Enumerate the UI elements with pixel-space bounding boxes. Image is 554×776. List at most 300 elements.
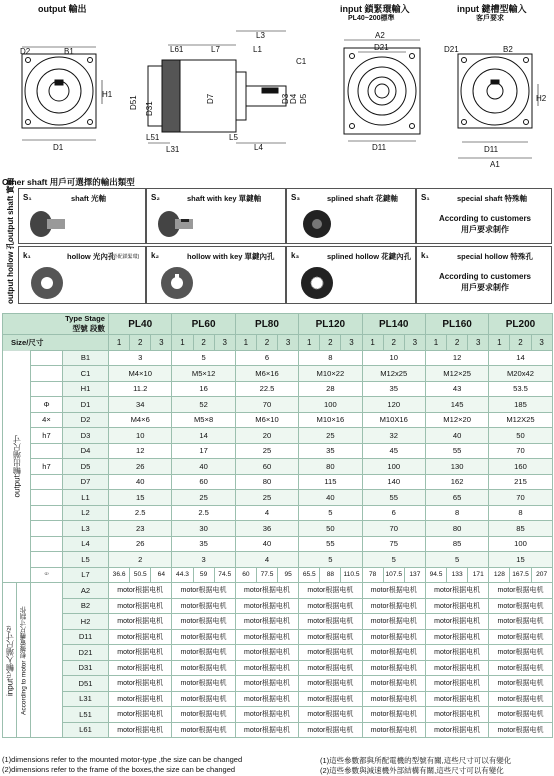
input-row-d51 — [3, 676, 553, 692]
value-cell: 70 — [362, 521, 425, 537]
motor-cell: motor根据电机 — [172, 676, 235, 692]
value-cell: 55 — [299, 536, 362, 552]
row-label: L31 — [63, 691, 109, 707]
value-cell: 55 — [425, 443, 488, 459]
row-label: D7 — [63, 474, 109, 490]
value-cell: 115 — [299, 474, 362, 490]
value-cell: 80 — [425, 521, 488, 537]
shaft-code: S₁ — [23, 193, 32, 202]
hollow-label: hollow with key 單鍵內孔 — [187, 252, 275, 261]
dim-label-d51: D51 — [129, 95, 138, 110]
type-stage-header — [3, 314, 109, 335]
value-cell: 5 — [299, 552, 362, 568]
motor-cell: motor根据电机 — [425, 676, 488, 692]
row-label: L2 — [63, 505, 109, 521]
model-header: PL160 — [425, 314, 488, 335]
footnote-en-2: (2)dimensions refer to the frame of the boxes,the size can be changed — [2, 765, 236, 774]
dim-label-d11-key: D11 — [484, 145, 499, 154]
row-note — [31, 521, 63, 537]
customer-note-en: According to customers — [438, 272, 531, 281]
spec-table-body — [3, 314, 553, 738]
blank-cell — [31, 583, 63, 738]
value-cell: 35 — [172, 536, 235, 552]
motor-cell: motor根据电机 — [489, 722, 552, 738]
value-cell: 160 — [489, 459, 552, 475]
spec-row-l7 — [3, 567, 553, 583]
motor-cell: motor根据电机 — [299, 707, 362, 723]
customer-note — [425, 271, 545, 293]
value-cell: 8 — [489, 505, 552, 521]
stage-number: 3 — [404, 335, 425, 351]
value-cell: 140 — [362, 474, 425, 490]
stage-number: 1 — [109, 335, 130, 351]
keyed-hollow-icon — [159, 265, 199, 301]
hollow-cell-k1 — [18, 246, 146, 304]
motor-cell: motor根据电机 — [299, 598, 362, 614]
value-cell: 3 — [109, 350, 172, 366]
output-shaft-side-label: output shaft 實軸 — [6, 177, 15, 242]
value-cell: 60 — [172, 474, 235, 490]
spec-row-d2 — [3, 412, 553, 428]
value-cell: 35 — [362, 381, 425, 397]
spec-row-l5 — [3, 552, 553, 568]
hollow-cell-special — [416, 246, 552, 304]
motor-cell: motor根据电机 — [235, 676, 298, 692]
value-cell: 36 — [235, 521, 298, 537]
motor-cell: motor根据电机 — [172, 598, 235, 614]
value-cell: M10X16 — [362, 412, 425, 428]
motor-cell: motor根据电机 — [489, 614, 552, 630]
motor-cell: motor根据电机 — [362, 598, 425, 614]
row-note — [31, 350, 63, 366]
motor-cell: motor根据电机 — [235, 645, 298, 661]
motor-cell: motor根据电机 — [109, 583, 172, 599]
stage-number: 1 — [489, 335, 510, 351]
motor-cell: motor根据电机 — [109, 598, 172, 614]
value-cell: 78 — [362, 567, 383, 583]
row-label: D4 — [63, 443, 109, 459]
value-cell: 8 — [299, 350, 362, 366]
value-cell: 59 — [193, 567, 214, 583]
footnote-cn-2: (2)這些參數與減速機外部結構有關,這些尺寸可以有變化 — [320, 766, 504, 775]
value-cell: M6×10 — [235, 412, 298, 428]
motor-cell: motor根据电机 — [299, 614, 362, 630]
value-cell: 20 — [235, 428, 298, 444]
dim-label-b2: B2 — [503, 45, 513, 54]
customer-note — [425, 213, 545, 235]
value-cell: 2 — [109, 552, 172, 568]
value-cell: 4 — [235, 552, 298, 568]
value-cell: 4 — [235, 505, 298, 521]
value-cell: 43 — [425, 381, 488, 397]
value-cell: 167.5 — [510, 567, 531, 583]
motor-cell: motor根据电机 — [299, 722, 362, 738]
value-cell: 26 — [109, 459, 172, 475]
model-header: PL200 — [489, 314, 552, 335]
shaft-cell-s3 — [286, 188, 416, 244]
motor-cell: motor根据电机 — [109, 691, 172, 707]
motor-cell: motor根据电机 — [425, 660, 488, 676]
row-note — [31, 474, 63, 490]
motor-cell: motor根据电机 — [362, 583, 425, 599]
input-row-d21 — [3, 645, 553, 661]
motor-cell: motor根据电机 — [299, 676, 362, 692]
dim-label-d21-lock: D21 — [374, 43, 389, 52]
value-cell: 55 — [362, 490, 425, 506]
row-label: C1 — [63, 366, 109, 382]
dim-label-d5: D5 — [299, 93, 308, 104]
dim-label-d1: D1 — [53, 143, 64, 152]
motor-cell: motor根据电机 — [489, 645, 552, 661]
input-key-subtitle: 客戶要求 — [476, 15, 504, 22]
input-lock-subtitle: PL40~200標準 — [348, 15, 395, 22]
spec-row-d4 — [3, 443, 553, 459]
stage-number: 2 — [193, 335, 214, 351]
input-row-l31 — [3, 691, 553, 707]
value-cell: 5 — [362, 552, 425, 568]
shaft-label: shaft 光軸 — [71, 194, 107, 203]
dim-label-d2: D2 — [20, 47, 31, 56]
value-cell: 40 — [109, 474, 172, 490]
value-cell: 133 — [447, 567, 468, 583]
input-key-title: input 鍵槽型輸入 — [457, 4, 527, 14]
motor-cell: motor根据电机 — [489, 707, 552, 723]
stage-number: 3 — [468, 335, 489, 351]
value-cell: M12X25 — [489, 412, 552, 428]
value-cell: 95 — [278, 567, 299, 583]
value-cell: 34 — [109, 397, 172, 413]
value-cell: 32 — [362, 428, 425, 444]
value-cell: 207 — [531, 567, 552, 583]
motor-cell: motor根据电机 — [172, 722, 235, 738]
value-cell: 5 — [172, 350, 235, 366]
value-cell: 74.5 — [214, 567, 235, 583]
input-row-l61 — [3, 722, 553, 738]
hollow-code: k₁ — [23, 251, 31, 260]
row-label: B2 — [63, 598, 109, 614]
row-note — [31, 505, 63, 521]
spec-row-d3 — [3, 428, 553, 444]
value-cell: 137 — [404, 567, 425, 583]
stage-number: 2 — [510, 335, 531, 351]
hollow-code: k₂ — [151, 251, 160, 260]
row-label: L51 — [63, 707, 109, 723]
value-cell: 52 — [172, 397, 235, 413]
value-cell: 50.5 — [130, 567, 151, 583]
input-row-h2 — [3, 614, 553, 630]
shaft-cell-s1 — [18, 188, 146, 244]
motor-cell: motor根据电机 — [362, 691, 425, 707]
stage-number: 2 — [447, 335, 468, 351]
technical-drawings — [0, 0, 554, 172]
row-note — [31, 536, 63, 552]
motor-cell: motor根据电机 — [172, 660, 235, 676]
row-label: D2 — [63, 412, 109, 428]
value-cell: 2.5 — [172, 505, 235, 521]
motor-cell: motor根据电机 — [172, 629, 235, 645]
spec-row-b1 — [3, 350, 553, 366]
shaft-code: S₃ — [291, 193, 301, 202]
value-cell: M12×20 — [425, 412, 488, 428]
value-cell: M10×22 — [299, 366, 362, 382]
value-cell: M12×25 — [425, 366, 488, 382]
value-cell: 60 — [235, 459, 298, 475]
value-cell: 22.5 — [235, 381, 298, 397]
motor-cell: motor根据电机 — [489, 583, 552, 599]
shaft-label: splined shaft 花鍵軸 — [327, 194, 398, 203]
dim-label-d31: D31 — [145, 101, 154, 116]
value-cell: 25 — [299, 428, 362, 444]
motor-cell: motor根据电机 — [362, 660, 425, 676]
motor-cell: motor根据电机 — [235, 707, 298, 723]
hollow-code: k₁ — [421, 251, 429, 260]
motor-cell: motor根据电机 — [425, 691, 488, 707]
value-cell: M5×8 — [172, 412, 235, 428]
hollow-small-note: (外配鎖緊環) — [111, 254, 140, 260]
motor-cell: motor根据电机 — [109, 707, 172, 723]
plain-shaft-icon — [27, 209, 67, 239]
value-cell: M6×16 — [235, 366, 298, 382]
splined-shaft-icon — [301, 207, 341, 241]
motor-cell: motor根据电机 — [299, 583, 362, 599]
shaft-code: S₂ — [151, 193, 160, 202]
hollow-cell-k3 — [286, 246, 416, 304]
motor-cell: motor根据电机 — [109, 660, 172, 676]
value-cell: 30 — [172, 521, 235, 537]
motor-cell: motor根据电机 — [362, 645, 425, 661]
row-note: h7 — [31, 459, 63, 475]
motor-note: According to motor 根據電機尺寸制作 — [17, 583, 31, 738]
model-header: PL80 — [235, 314, 298, 335]
spec-row-l2 — [3, 505, 553, 521]
value-cell: 64 — [151, 567, 172, 583]
value-cell: 2.5 — [109, 505, 172, 521]
shaft-cell-special — [416, 188, 552, 244]
value-cell: 40 — [299, 490, 362, 506]
hollow-label: hollow 光內孔 — [67, 252, 116, 261]
value-cell: 120 — [362, 397, 425, 413]
dim-label-a1: A1 — [490, 160, 500, 169]
value-cell: 10 — [109, 428, 172, 444]
spec-row-d7 — [3, 474, 553, 490]
customer-note-cn: 用戶要求制作 — [461, 225, 509, 234]
motor-cell: motor根据电机 — [489, 598, 552, 614]
footnote-cn-1: (1)這些參數都與所配電機的型號有關,這些尺寸可以有變化 — [320, 756, 512, 765]
row-label: A2 — [63, 583, 109, 599]
value-cell: 88 — [320, 567, 341, 583]
value-cell: 185 — [489, 397, 552, 413]
row-label: D21 — [63, 645, 109, 661]
stage-number: 3 — [341, 335, 362, 351]
value-cell: 50 — [489, 428, 552, 444]
customer-note-cn: 用戶要求制作 — [461, 283, 509, 292]
value-cell: 70 — [489, 490, 552, 506]
motor-cell: motor根据电机 — [362, 614, 425, 630]
dim-label-a2: A2 — [375, 31, 385, 40]
motor-cell: motor根据电机 — [362, 676, 425, 692]
row-label: B1 — [63, 350, 109, 366]
stage-number: 3 — [214, 335, 235, 351]
motor-cell: motor根据电机 — [172, 583, 235, 599]
spec-row-l1 — [3, 490, 553, 506]
value-cell: M4×6 — [109, 412, 172, 428]
value-cell: 130 — [425, 459, 488, 475]
motor-cell: motor根据电机 — [109, 629, 172, 645]
motor-cell: motor根据电机 — [362, 722, 425, 738]
value-cell: 100 — [362, 459, 425, 475]
stage-number: 3 — [531, 335, 552, 351]
motor-cell: motor根据电机 — [425, 614, 488, 630]
spec-table — [2, 313, 553, 738]
row-label: D1 — [63, 397, 109, 413]
stage-number: 2 — [383, 335, 404, 351]
spec-row-l4 — [3, 536, 553, 552]
stage-number: 2 — [130, 335, 151, 351]
spec-row-d5 — [3, 459, 553, 475]
dim-label-l1: L1 — [253, 45, 262, 54]
value-cell: 128 — [489, 567, 510, 583]
input-row-d11 — [3, 629, 553, 645]
value-cell: 145 — [425, 397, 488, 413]
motor-cell: motor根据电机 — [362, 707, 425, 723]
input-group-label: input⁽¹⁾輸入端尺寸⁽²⁾ — [3, 583, 17, 738]
dim-label-l4: L4 — [254, 143, 263, 152]
value-cell: 110.5 — [341, 567, 362, 583]
hollow-cell-k2 — [146, 246, 286, 304]
other-shaft-title: Other shaft 用戶可選擇的輸出類型 — [2, 177, 135, 187]
value-cell: 50 — [299, 521, 362, 537]
input-row-l51 — [3, 707, 553, 723]
motor-cell: motor根据电机 — [172, 645, 235, 661]
row-label: L1 — [63, 490, 109, 506]
shaft-label: special shaft 特殊軸 — [457, 194, 528, 203]
value-cell: 85 — [425, 536, 488, 552]
value-cell: 25 — [172, 490, 235, 506]
dim-label-d11-lock: D11 — [372, 143, 387, 152]
stage-number: 1 — [362, 335, 383, 351]
value-cell: 14 — [489, 350, 552, 366]
dim-label-d21-key: D21 — [444, 45, 459, 54]
motor-cell: motor根据电机 — [489, 629, 552, 645]
value-cell: 215 — [489, 474, 552, 490]
motor-cell: motor根据电机 — [172, 707, 235, 723]
stage-number: 1 — [425, 335, 446, 351]
row-label: H1 — [63, 381, 109, 397]
row-note — [31, 552, 63, 568]
stage-number: 1 — [235, 335, 256, 351]
dim-label-h1: H1 — [102, 90, 113, 99]
value-cell: 25 — [235, 490, 298, 506]
value-cell: 12 — [109, 443, 172, 459]
dim-label-b1: B1 — [64, 47, 74, 56]
stage-number: 2 — [256, 335, 277, 351]
row-note — [31, 443, 63, 459]
row-label: L7 — [63, 567, 109, 583]
motor-cell: motor根据电机 — [172, 691, 235, 707]
value-cell: 5 — [299, 505, 362, 521]
stage-number: 1 — [172, 335, 193, 351]
input-row-d31 — [3, 660, 553, 676]
dim-label-h2: H2 — [536, 94, 547, 103]
header-row-models — [3, 314, 553, 335]
splined-hollow-icon — [299, 265, 339, 301]
motor-cell: motor根据电机 — [489, 676, 552, 692]
size-header: Size/尺寸 — [3, 335, 109, 351]
value-cell: M20x42 — [489, 366, 552, 382]
value-cell: 15 — [489, 552, 552, 568]
motor-cell: motor根据电机 — [299, 645, 362, 661]
value-cell: M4×10 — [109, 366, 172, 382]
value-cell: 100 — [489, 536, 552, 552]
stage-number: 3 — [151, 335, 172, 351]
value-cell: M10×16 — [299, 412, 362, 428]
input-lock-title: input 鎖緊環輸入 — [340, 4, 410, 14]
motor-cell: motor根据电机 — [235, 629, 298, 645]
output-drawing-title: output 輸出 — [38, 4, 87, 14]
motor-cell: motor根据电机 — [299, 629, 362, 645]
row-note: ⁽²⁾ — [31, 567, 63, 583]
value-cell: 70 — [489, 443, 552, 459]
motor-cell: motor根据电机 — [109, 722, 172, 738]
value-cell: 40 — [235, 536, 298, 552]
value-cell: 65.5 — [299, 567, 320, 583]
value-cell: 65 — [425, 490, 488, 506]
value-cell: 15 — [109, 490, 172, 506]
keyed-shaft-icon — [155, 209, 195, 239]
value-cell: 6 — [235, 350, 298, 366]
motor-cell: motor根据电机 — [235, 660, 298, 676]
dim-label-l31: L31 — [166, 145, 180, 154]
motor-cell: motor根据电机 — [235, 722, 298, 738]
footnote-en-1: (1)dimensions refer to the mounted motor-type ,the size can be changed — [2, 755, 243, 764]
header-row-size — [3, 335, 553, 351]
value-cell: 85 — [489, 521, 552, 537]
shaft-code: S₁ — [421, 193, 430, 202]
value-cell: 45 — [362, 443, 425, 459]
value-cell: 36.6 — [109, 567, 130, 583]
hollow-label: splined hollow 花鍵內孔 — [327, 252, 412, 261]
stage-number: 1 — [299, 335, 320, 351]
row-label: D5 — [63, 459, 109, 475]
spec-row-h1 — [3, 381, 553, 397]
motor-cell: motor根据电机 — [425, 707, 488, 723]
input-lock-view — [344, 40, 420, 141]
row-label: D31 — [63, 660, 109, 676]
motor-cell: motor根据电机 — [235, 691, 298, 707]
type-stage-cn: 型號 段數 — [72, 324, 106, 333]
row-note — [31, 490, 63, 506]
dim-label-l51: L51 — [146, 133, 160, 142]
input-row-a2 — [3, 583, 553, 599]
row-label: L5 — [63, 552, 109, 568]
dim-label-l7: L7 — [211, 45, 220, 54]
dim-label-l5: L5 — [229, 133, 238, 142]
dim-label-c1: C1 — [296, 57, 307, 66]
dim-label-d3: D3 — [281, 93, 290, 104]
value-cell: 60 — [235, 567, 256, 583]
value-cell: 10 — [362, 350, 425, 366]
value-cell: 35 — [299, 443, 362, 459]
value-cell: 44.3 — [172, 567, 193, 583]
stage-number: 2 — [320, 335, 341, 351]
value-cell: 94.5 — [425, 567, 446, 583]
dim-label-l61: L61 — [170, 45, 184, 54]
value-cell: 40 — [172, 459, 235, 475]
motor-cell: motor根据电机 — [235, 598, 298, 614]
value-cell: 16 — [172, 381, 235, 397]
plain-hollow-icon — [29, 265, 69, 301]
value-cell: M12x25 — [362, 366, 425, 382]
